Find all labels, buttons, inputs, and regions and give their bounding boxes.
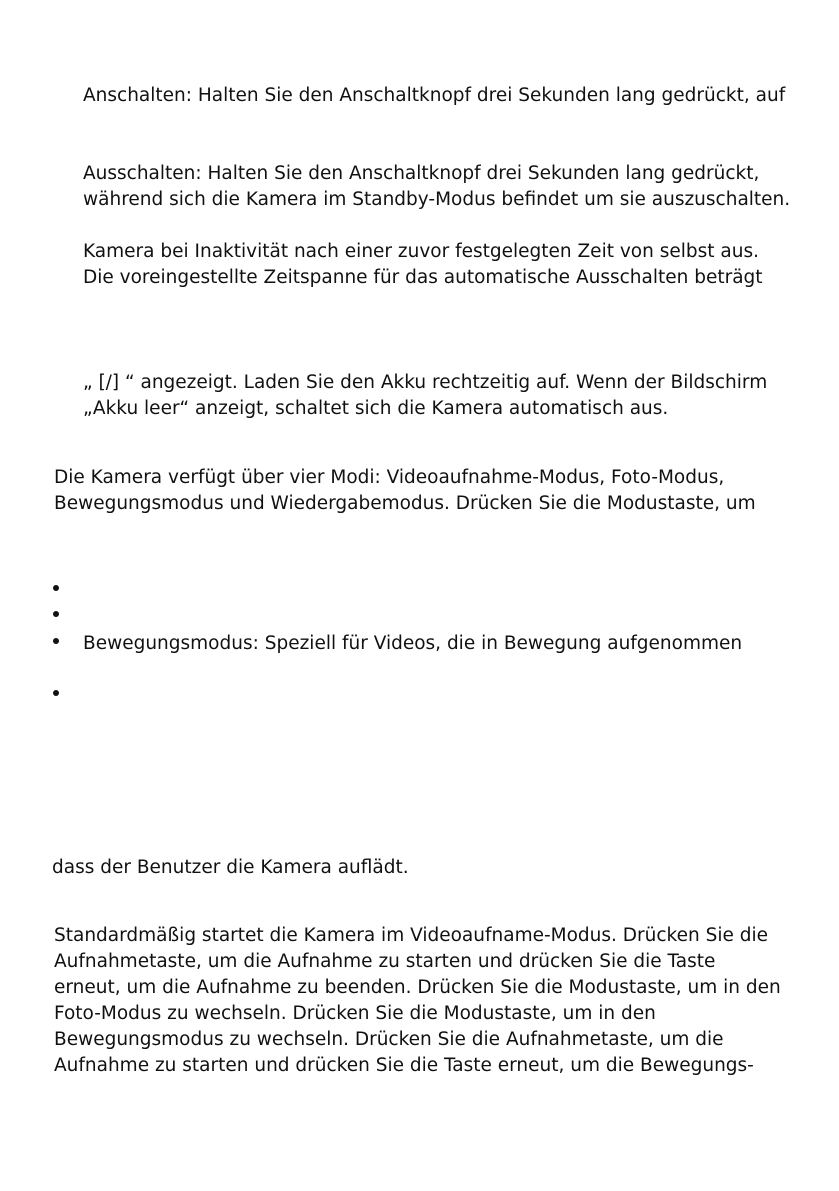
bullet-icon — [53, 690, 59, 696]
power-on-text: Anschalten: Halten Sie den Anschaltknopf drei Sekunden lang gedrückt, auf — [83, 85, 786, 106]
charging-text: dass der Benutzer die Kamera auflädt. — [52, 857, 409, 878]
default-text-line1: Standardmäßig startet die Kamera im Videoaufname-Modus. Drücken Sie die — [54, 925, 768, 946]
default-text-line2: Aufnahmetaste, um die Aufnahme zu starten und drücken Sie die Taste — [54, 951, 716, 972]
bullet-icon — [53, 611, 59, 617]
auto-off-text-line1: Kamera bei Inaktivität nach einer zuvor festgelegten Zeit von selbst aus. — [83, 241, 759, 262]
bullet-icon — [53, 585, 59, 591]
default-text-line4: Foto-Modus zu wechseln. Drücken Sie die Modustaste, um in den — [54, 1003, 656, 1024]
battery-text-line2: „Akku leer“ anzeigt, schaltet sich die Kamera automatisch aus. — [83, 398, 669, 419]
battery-text-line1: „ [/] “ angezeigt. Laden Sie den Akku rechtzeitig auf. Wenn der Bildschirm — [83, 372, 768, 393]
power-off-text-line2: während sich die Kamera im Standby-Modus befindet um sie auszuschalten. — [83, 189, 791, 210]
auto-off-text-line2: Die voreingestellte Zeitspanne für das automatische Ausschalten beträgt — [83, 267, 763, 288]
default-text-line3: erneut, um die Aufnahme zu beenden. Drücken Sie die Modustaste, um in den — [54, 977, 781, 998]
modes-intro-line1: Die Kamera verfügt über vier Modi: Videoaufnahme-Modus, Foto-Modus, — [54, 467, 725, 488]
modes-intro-line2: Bewegungsmodus und Wiedergabemodus. Drücken Sie die Modustaste, um — [54, 493, 756, 514]
list-item-text: Bewegungsmodus: Speziell für Videos, die in Bewegung aufgenommen — [83, 633, 743, 654]
bullet-icon — [53, 638, 59, 644]
default-text-line6: Aufnahme zu starten und drücken Sie die Taste erneut, um die Bewegungs- — [54, 1055, 754, 1076]
power-off-text-line1: Ausschalten: Halten Sie den Anschaltknopf drei Sekunden lang gedrückt, — [83, 163, 760, 184]
default-text-line5: Bewegungsmodus zu wechseln. Drücken Sie die Aufnahmetaste, um die — [54, 1029, 724, 1050]
